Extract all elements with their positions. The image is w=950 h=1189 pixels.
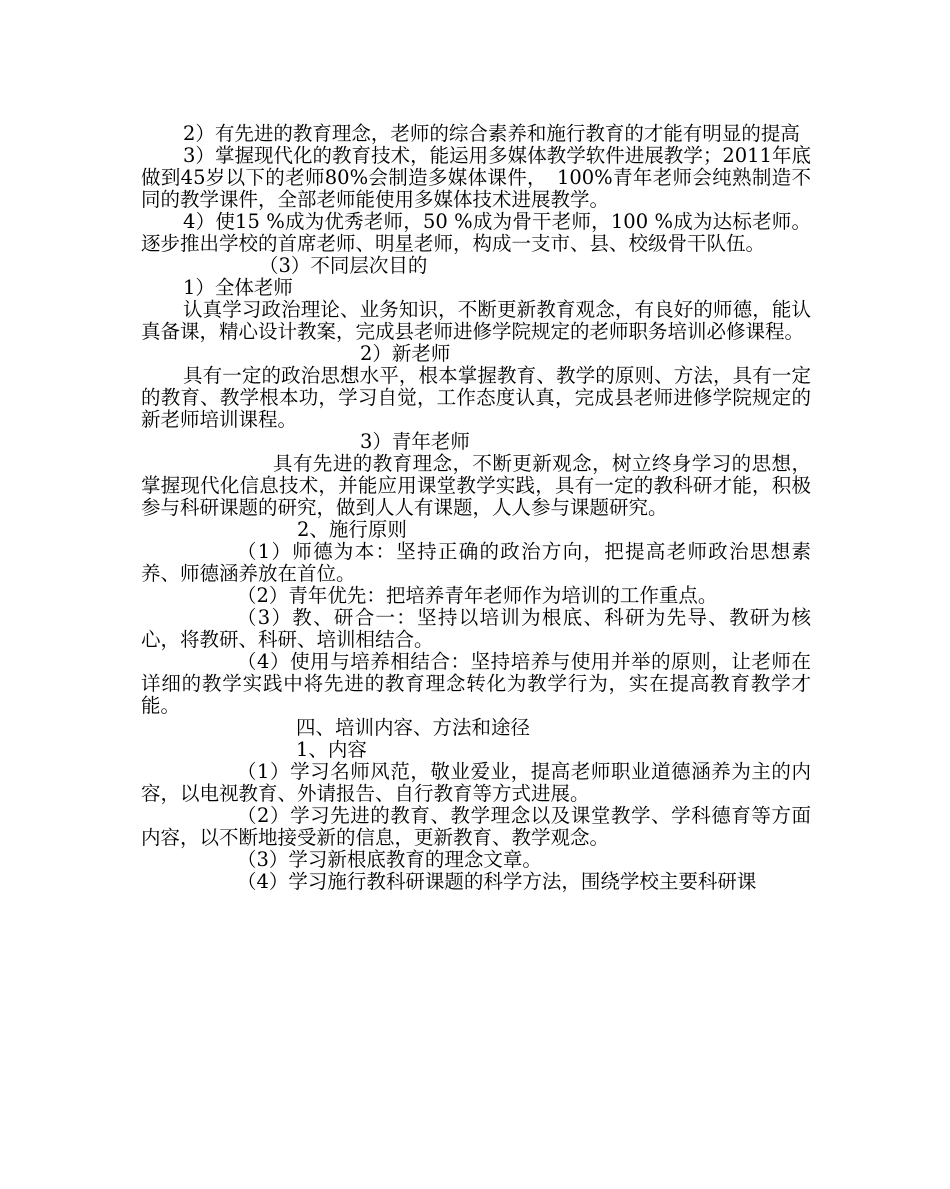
- principle-4: （4）使用与培养相结合：坚持培养与使用并举的原则，让老师在详细的教学实践中将先进的教育理念转化为教学行为，实在提高教育教学才能。: [141, 650, 811, 717]
- subheading-content: 1、内容: [296, 738, 367, 761]
- paragraph-goal-4: 4）使15 %成为优秀老师，50 %成为骨干老师，100 %成为达标老师。逐步推出学校的首席老师、明星老师，构成一支市、县、校级骨干队伍。: [141, 210, 811, 255]
- content-3: （3）学习新根底教育的理念文章。: [237, 848, 542, 871]
- heading-principles: 2、施行原则: [297, 518, 407, 541]
- paragraph-goal-2: 2）有先进的教育理念，老师的综合素养和施行教育的才能有明显的提高: [183, 122, 800, 145]
- document-body: [141, 123, 811, 893]
- principle-3: （3）教、研合一：坚持以培训为根底、科研为先导、教研为核心，将教研、科研、培训相结合。: [141, 606, 811, 651]
- subheading-young-teachers: 3）青年老师: [360, 430, 470, 453]
- paragraph-young-teachers: 具有先进的教育理念，不断更新观念，树立终身学习的思想，掌握现代化信息技术，并能应用课堂教学实践，具有一定的教科研才能，积极参与科研课题的研究，做到人人有课题，人人参与课题研究。: [141, 452, 811, 519]
- heading-level-goals: （3）不同层次目的: [259, 254, 428, 277]
- paragraph-all-teachers: 认真学习政治理论、业务知识，不断更新教育观念，有良好的师德，能认真备课，精心设计教案，完成县老师进修学院规定的老师职务培训必修课程。: [141, 298, 811, 343]
- principle-2: （2）青年优先：把培养青年老师作为培训的工作重点。: [237, 584, 718, 607]
- paragraph-new-teachers: 具有一定的政治思想水平，根本掌握教育、教学的原则、方法，具有一定的教育、教学根本功，学习自觉，工作态度认真，完成县老师进修学院规定的新老师培训课程。: [141, 364, 811, 431]
- subheading-new-teachers: 2）新老师: [360, 342, 451, 365]
- subheading-all-teachers: 1）全体老师: [183, 276, 293, 299]
- content-2: （2）学习先进的教育、教学理念以及课堂教学、学科德育等方面内容，以不断地接受新的信息，更新教育、教学观念。: [141, 804, 811, 849]
- content-1: （1）学习名师风范，敬业爱业，提高老师职业道德涵养为主的内容，以电视教育、外请报告、自行教育等方式进展。: [141, 760, 811, 805]
- content-4: （4）学习施行教科研课题的科学方法，围绕学校主要科研课: [237, 870, 757, 893]
- paragraph-goal-3: 3）掌握现代化的教育技术，能运用多媒体教学软件进展教学；2011年底做到45岁以下的老师80%会制造多媒体课件， 100%青年老师会纯熟制造不同的教学课件，全部老师能使用多媒体技术进展教学。: [141, 144, 811, 211]
- principle-1: （1）师德为本：坚持正确的政治方向，把提高老师政治思想素养、师德涵养放在首位。: [141, 540, 811, 585]
- heading-training-content: 四、培训内容、方法和途径: [296, 716, 531, 739]
